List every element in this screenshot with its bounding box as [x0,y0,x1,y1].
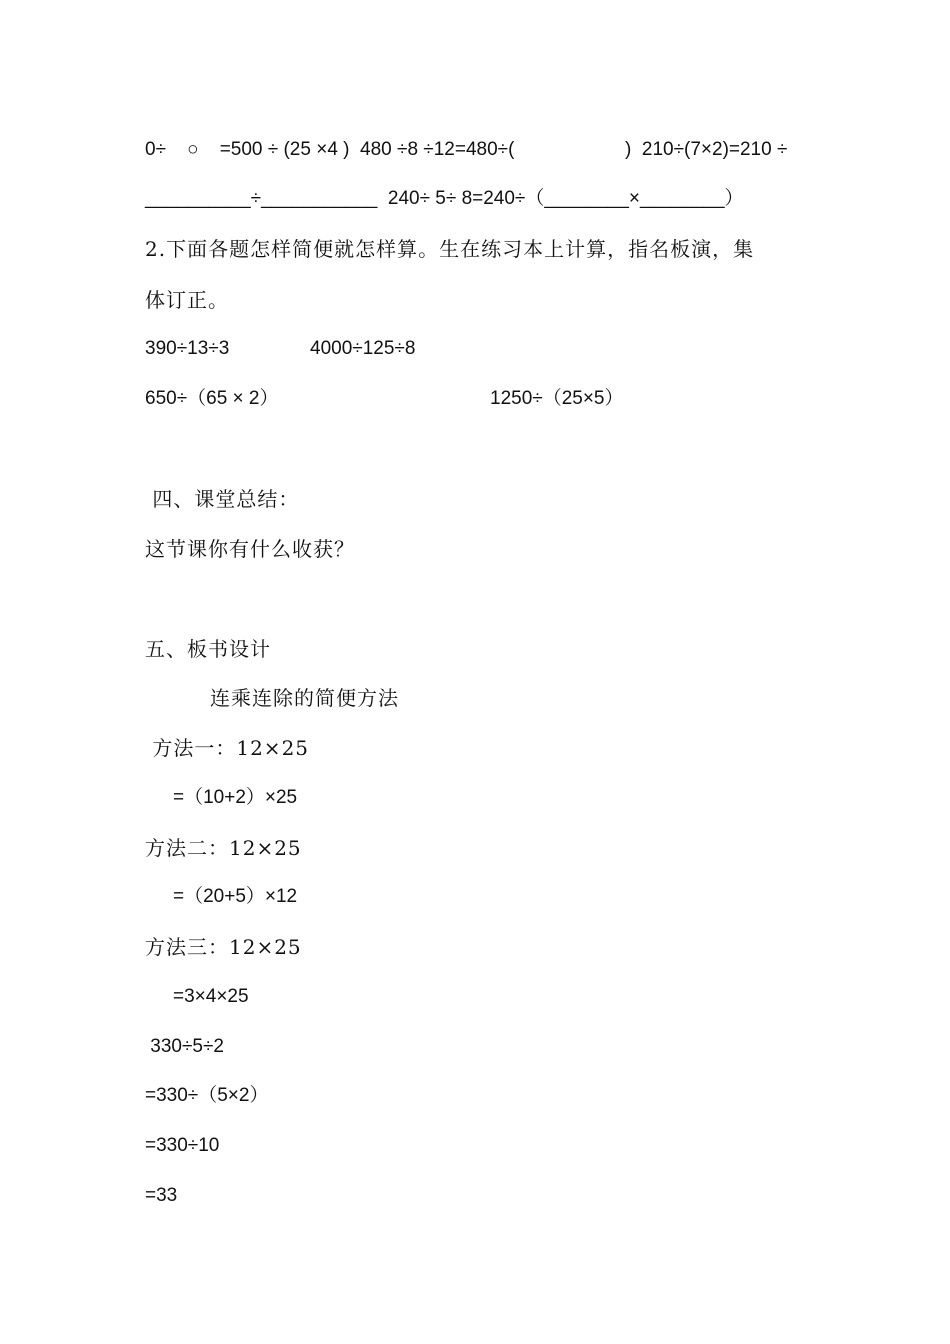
method-one-label: 方法一：12×25 [145,736,310,760]
exercise-item-3: 650÷（65 × 2） [145,388,279,409]
board-title: 连乘连除的简便方法 [210,686,399,710]
division-example: 330÷5÷2 [145,1036,224,1057]
exercise-instruction-line-1: 2.下面各题怎样简便就怎样算。生在练习本上计算，指名板演，集 [145,237,755,261]
fill-blank-line-1b: ) 210÷(7×2)=210 ÷ [625,139,788,160]
section-heading-board-design: 五、板书设计 [145,637,271,661]
exercise-item-2: 4000÷125÷8 [310,338,416,359]
method-two-label: 方法二：12×25 [145,836,302,860]
fill-blank-line-2: __________÷___________ 240÷ 5÷ 8=240÷（________×________） [145,188,744,209]
method-three-label: 方法三：12×25 [145,935,302,959]
method-three-step: =3×4×25 [173,986,249,1007]
exercise-instruction-line-2: 体订正。 [145,288,229,312]
method-two-step: =（20+5）×12 [173,886,298,907]
division-step-1: =330÷（5×2） [145,1085,269,1106]
summary-question: 这节课你有什么收获？ [145,537,355,561]
division-step-2: =330÷10 [145,1135,220,1156]
method-one-step: =（10+2）×25 [173,787,298,808]
fill-blank-line-1a: 0÷ ○ =500 ÷ (25 ×4 ) 480 ÷8 ÷12=480÷( [145,139,515,160]
section-heading-summary: 四、课堂总结： [145,487,300,511]
exercise-item-1: 390÷13÷3 [145,338,230,359]
exercise-item-4: 1250÷（25×5） [490,388,624,409]
division-result: =33 [145,1185,178,1206]
